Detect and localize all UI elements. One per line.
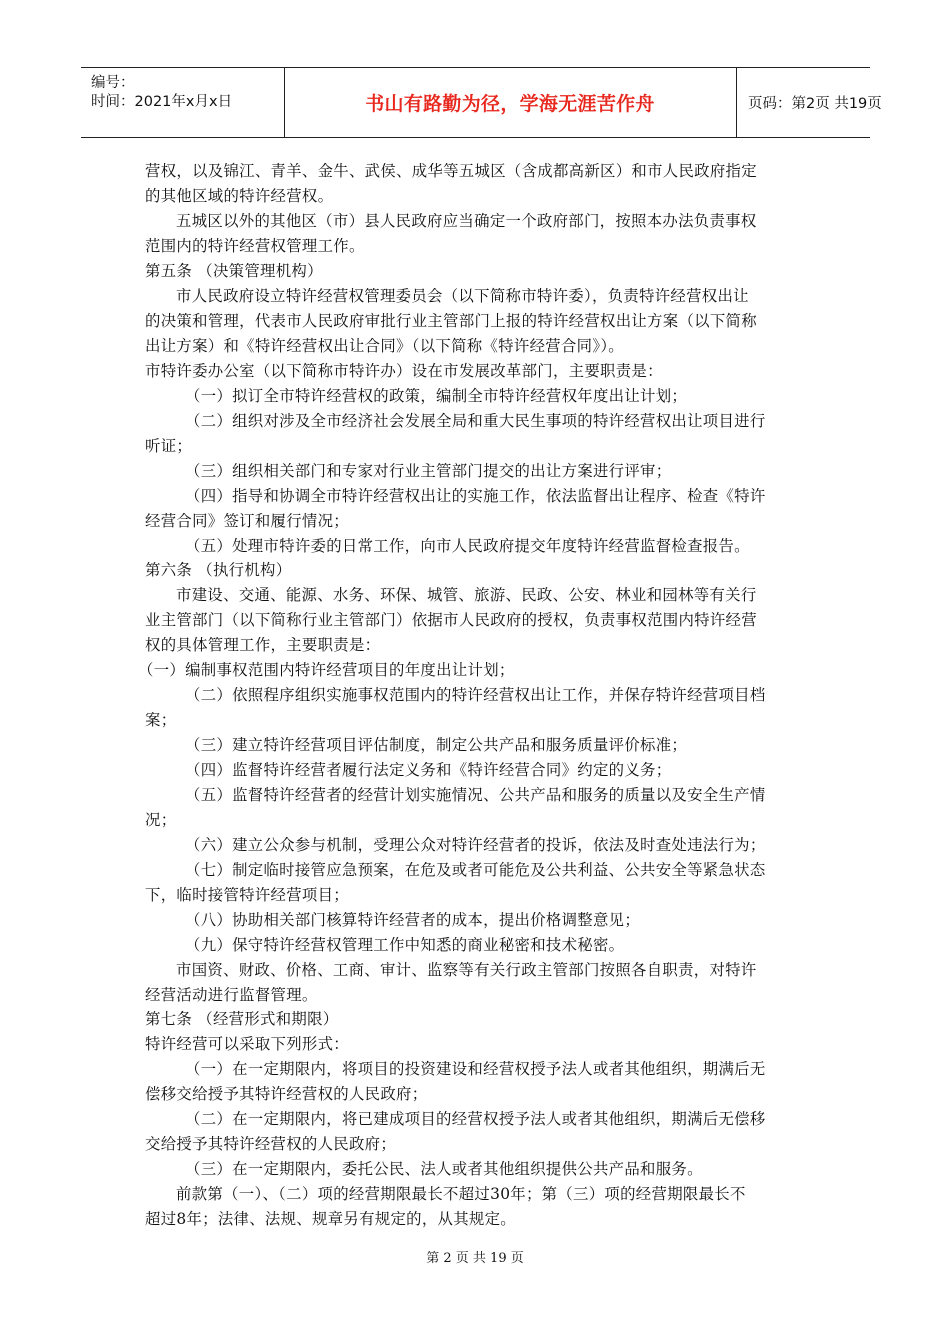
- text-line: 听证；: [145, 437, 193, 455]
- text-line: 前款第（一）、（二）项的经营期限最长不超过30年；第（三）项的经营期限最长不: [176, 1185, 746, 1203]
- text-line: （八）协助相关部门核算特许经营者的成本，提出价格调整意见；: [185, 911, 641, 929]
- text-line: （二）在一定期限内，将已建成项目的经营权授予法人或者其他组织，期满后无偿移: [185, 1110, 766, 1128]
- text-line: （三）建立特许经营项目评估制度，制定公共产品和服务质量评价标准；: [185, 736, 688, 754]
- text-line: （七）制定临时接管应急预案，在危及或者可能危及公共利益、公共安全等紧急状态: [185, 861, 766, 879]
- text-line: 权的具体管理工作，主要职责是：: [145, 636, 381, 654]
- text-line: （二）依照程序组织实施事权范围内的特许经营权出让工作，并保存特许经营项目档: [185, 686, 766, 704]
- text-line: 超过8年；法律、法规、规章另有规定的，从其规定。: [145, 1210, 516, 1228]
- text-line: （五）监督特许经营者的经营计划实施情况、公共产品和服务的质量以及安全生产情: [185, 786, 766, 804]
- text-line: 市国资、财政、价格、工商、审计、监察等有关行政主管部门按照各自职责，对特许: [176, 961, 757, 979]
- text-line: 范围内的特许经营权管理工作。: [145, 237, 365, 255]
- text-line: 偿移交给授予其特许经营权的人民政府；: [145, 1085, 428, 1103]
- header-meta-cell: [81, 68, 285, 137]
- text-line: 业主管部门（以下简称行业主管部门）依据市人民政府的授权，负责事权范围内特许经营: [145, 611, 757, 629]
- article-heading: 第五条 （决策管理机构）: [145, 262, 323, 280]
- text-line: （二）组织对涉及全市经济社会发展全局和重大民生事项的特许经营权出让项目进行: [185, 412, 766, 430]
- header-motto: 书山有路勤为径，学海无涯苦作舟: [365, 93, 655, 115]
- text-line: 下，临时接管特许经营项目；: [145, 886, 349, 904]
- text-line: （四）监督特许经营者履行法定义务和《特许经营合同》约定的义务；: [185, 761, 672, 779]
- document-date-label: 时间：2021年x月x日: [91, 94, 233, 110]
- text-line: 五城区以外的其他区（市）县人民政府应当确定一个政府部门，按照本办法负责事权: [176, 212, 757, 230]
- article-heading: 第七条 （经营形式和期限）: [145, 1010, 339, 1028]
- text-line: 的决策和管理，代表市人民政府审批行业主管部门上报的特许经营权出让方案（以下简称: [145, 312, 757, 330]
- text-line: 经营活动进行监督管理。: [145, 986, 318, 1004]
- text-line: 市建设、交通、能源、水务、环保、城管、旅游、民政、公安、林业和园林等有关行: [176, 586, 757, 604]
- text-line: （三）组织相关部门和专家对行业主管部门提交的出让方案进行评审；: [185, 462, 672, 480]
- text-line: 市人民政府设立特许经营权管理委员会（以下简称市特许委），负责特许经营权出让: [176, 287, 749, 305]
- page-header: [81, 67, 882, 138]
- text-line: （六）建立公众参与机制，受理公众对特许经营者的投诉，依法及时查处违法行为；: [185, 836, 766, 854]
- text-line: （九）保守特许经营权管理工作中知悉的商业秘密和技术秘密。: [185, 936, 625, 954]
- header-page-info: 页码：第2页 共19页: [748, 96, 882, 112]
- text-line: 市特许委办公室（以下简称市特许办）设在市发展改革部门，主要职责是：: [145, 362, 663, 380]
- text-line: 案；: [145, 711, 177, 729]
- text-line: （一）在一定期限内，将项目的投资建设和经营权授予法人或者其他组织，期满后无: [185, 1060, 766, 1078]
- document-number-label: 编号：: [91, 75, 135, 91]
- text-line: 营权，以及锦江、青羊、金牛、武侯、成华等五城区（含成都高新区）和市人民政府指定: [145, 162, 757, 180]
- text-line: （一）拟订全市特许经营权的政策，编制全市特许经营权年度出让计划；: [185, 387, 688, 405]
- article-heading: 第六条 （执行机构）: [145, 561, 292, 579]
- text-line: （三）在一定期限内，委托公民、法人或者其他组织提供公共产品和服务。: [185, 1160, 703, 1178]
- text-line: 况；: [145, 811, 177, 829]
- text-line: （一）编制事权范围内特许经营项目的年度出让计划；: [138, 661, 515, 679]
- header-motto-cell: [284, 68, 737, 137]
- header-page-cell: [736, 68, 882, 137]
- text-line: 特许经营可以采取下列形式：: [145, 1035, 349, 1053]
- text-line: 经营合同》签订和履行情况；: [145, 512, 349, 530]
- text-line: （四）指导和协调全市特许经营权出让的实施工作，依法监督出让程序、检查《特许: [185, 487, 766, 505]
- text-line: 交给授予其特许经营权的人民政府；: [145, 1135, 397, 1153]
- text-line: （五）处理市特许委的日常工作，向市人民政府提交年度特许经营监督检查报告。: [185, 537, 750, 555]
- page-footer: 第 2 页 共 19 页: [426, 1251, 524, 1266]
- text-line: 的其他区域的特许经营权。: [145, 187, 334, 205]
- text-line: 出让方案）和《特许经营权出让合同》（以下简称《特许经营合同》）。: [145, 337, 625, 355]
